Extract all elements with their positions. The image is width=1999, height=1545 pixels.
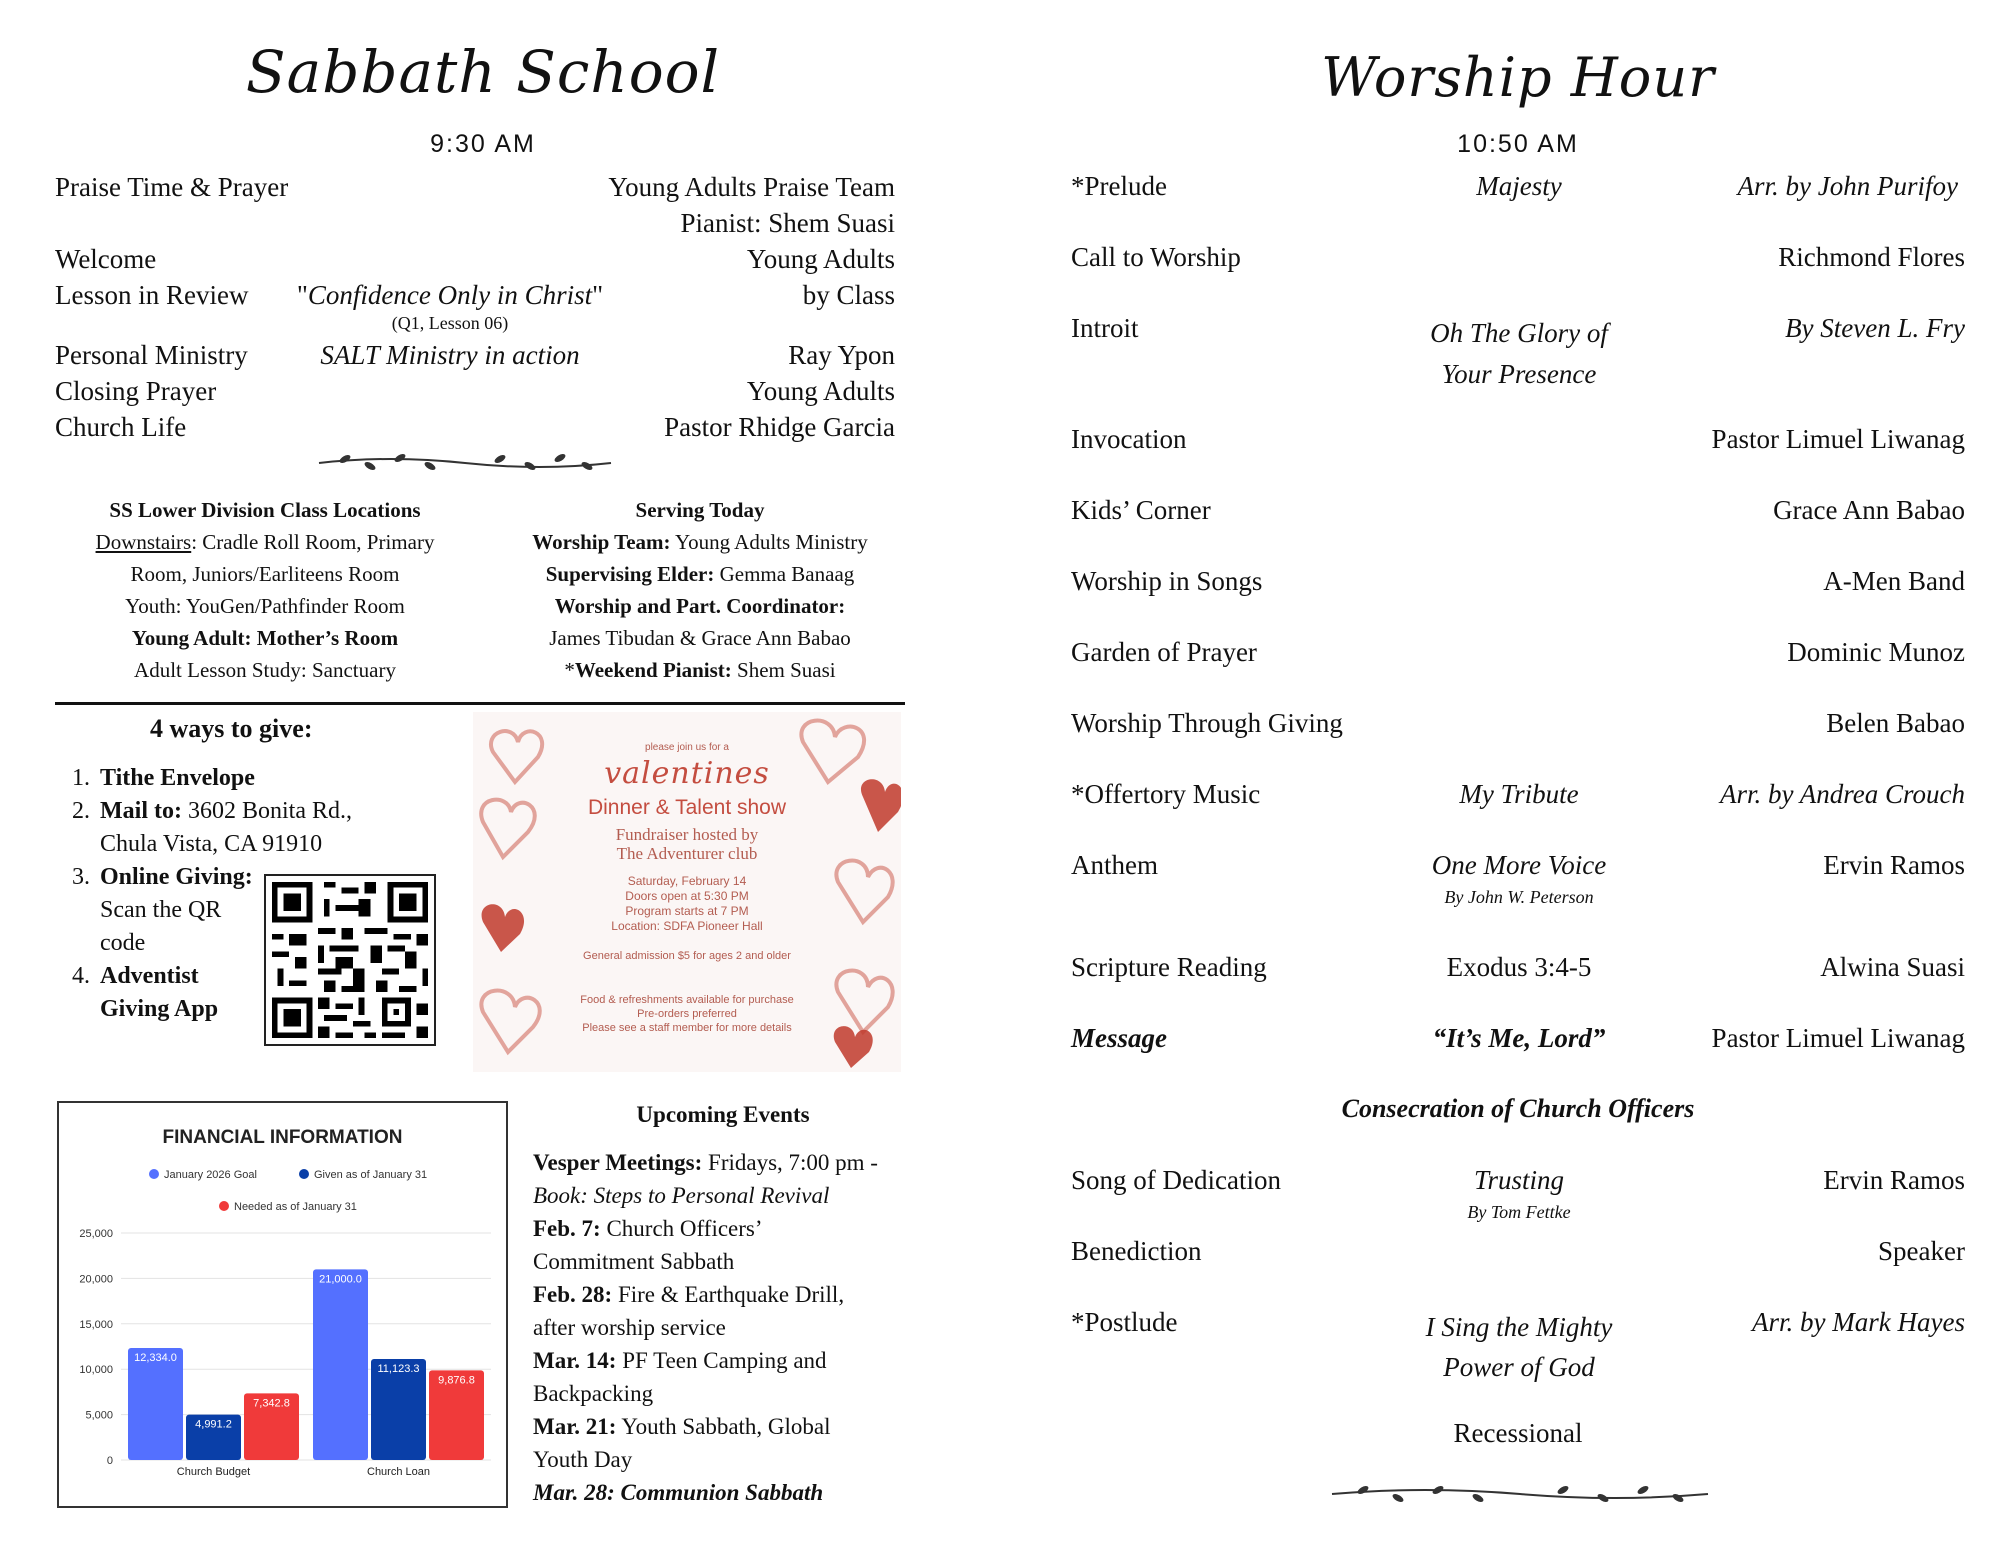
wh-dedication-leader: Ervin Ramos — [1823, 1165, 1965, 1195]
ss-row-church-life — [55, 412, 895, 448]
wh-anthem-piece: One More Voice By John W. Peterson — [1431, 850, 1607, 907]
flyer-admission: General admission $5 for ages 2 and older — [583, 950, 791, 962]
ss-lesson-number: (Q1, Lesson 06) — [391, 313, 509, 333]
bar-value-label: 11,123.3 — [377, 1363, 420, 1376]
wh-scripture-label: Scripture Reading — [1071, 952, 1267, 982]
section-divider — [55, 702, 905, 705]
serving-worship-team: Worship Team: Young Adults Ministry — [532, 530, 868, 554]
wh-invocation-label: Invocation — [1071, 424, 1187, 454]
legend-label: Given as of January 31 — [314, 1169, 428, 1181]
flyer-invite: please join us for a — [645, 742, 729, 753]
wh-scripture-passage: Exodus 3:4-5 — [1446, 952, 1592, 982]
class-locations-line4: Young Adult: Mother’s Room — [131, 626, 399, 650]
serving-pianist: *Weekend Pianist: Shem Suasi — [564, 658, 836, 682]
class-locations-downstairs: Downstairs: Cradle Roll Room, Primary — [95, 530, 435, 554]
wh-dedication-label: Song of Dedication — [1071, 1165, 1281, 1195]
flyer-food: Food & refreshments available for purchase — [580, 994, 794, 1006]
y-tick-label: 5,000 — [85, 1409, 113, 1422]
ss-row-lesson — [55, 280, 895, 316]
y-tick-label: 25,000 — [79, 1228, 113, 1240]
flyer-title: valentines — [604, 756, 770, 791]
giving-heading: 4 ways to give: — [150, 714, 313, 743]
ss-closing-label: Closing Prayer — [55, 376, 217, 406]
wh-giving-leader: Belen Babao — [1826, 708, 1965, 738]
ss-lesson-title: "Confidence Only in Christ" — [296, 280, 604, 310]
qr-code[interactable] — [264, 874, 436, 1046]
flyer-date: Saturday, February 14 — [627, 874, 747, 888]
bar — [128, 1348, 183, 1460]
wh-prelude-arranger: Arr. by John Purifoy — [1737, 171, 1958, 201]
bar-value-label: 4,991.2 — [195, 1418, 232, 1431]
y-tick-label: 20,000 — [79, 1273, 113, 1286]
class-locations-line5: Adult Lesson Study: Sanctuary — [134, 658, 396, 682]
legend-marker — [149, 1169, 159, 1179]
wh-prayer-leader: Dominic Munoz — [1787, 637, 1965, 667]
wh-anthem-composer: By John W. Peterson — [1444, 887, 1594, 907]
flyer-doors: Doors open at 5:30 PM — [625, 889, 749, 903]
ss-row-ministry — [55, 340, 895, 376]
vine-divider-left — [315, 450, 615, 474]
ss-church-life-leader: Pastor Rhidge Garcia — [664, 412, 895, 442]
wh-benediction-label: Benediction — [1071, 1236, 1202, 1266]
ss-closing-leader: Young Adults — [746, 376, 895, 406]
ss-lesson-label: Lesson in Review — [55, 280, 249, 310]
wh-message-label: Message — [1071, 1023, 1167, 1053]
class-locations-line2: Room, Juniors/Earliteens Room — [130, 562, 400, 586]
event-feb28-line2: after worship service — [533, 1315, 726, 1340]
ss-welcome-leader: Young Adults — [746, 244, 895, 274]
y-tick-label: 15,000 — [79, 1318, 113, 1331]
class-locations — [55, 494, 475, 686]
serving-coordinator: James Tibudan & Grace Ann Babao — [549, 626, 851, 650]
wh-prelude-piece: Majesty — [1476, 171, 1562, 201]
event-mar28: Mar. 28: Communion Sabbath — [533, 1480, 824, 1505]
sabbath-school-title: Sabbath School — [245, 38, 721, 106]
ss-church-life-label: Church Life — [55, 412, 187, 442]
x-category-label: Church Budget — [176, 1466, 251, 1478]
wh-introit-label: Introit — [1071, 313, 1139, 343]
ss-lesson-leader: by Class — [802, 280, 895, 310]
flyer-preorder: Pre-orders preferred — [637, 1008, 737, 1020]
wh-scripture-reader: Alwina Suasi — [1820, 952, 1965, 982]
wh-message-title: “It’s Me, Lord” — [1432, 1023, 1606, 1053]
event-vesper: Vesper Meetings: Fridays, 7:00 pm - — [533, 1150, 878, 1175]
y-tick-label: 10,000 — [79, 1364, 113, 1377]
event-feb7: Feb. 7: Church Officers’ — [533, 1216, 763, 1241]
wh-giving-label: Worship Through Giving — [1071, 708, 1343, 738]
serving-today-heading: Serving Today — [635, 498, 765, 522]
chart-title: FINANCIAL INFORMATION — [162, 1127, 403, 1148]
legend-label: Needed as of January 31 — [234, 1201, 357, 1213]
ss-row-closing — [55, 376, 895, 412]
sabbath-school-time: 9:30 AM — [430, 130, 536, 158]
events-heading: Upcoming Events — [636, 1102, 810, 1127]
wh-kids-leader: Grace Ann Babao — [1773, 495, 1965, 525]
ss-ministry-leader: Ray Ypon — [788, 340, 895, 370]
wh-consecration: Consecration of Church Officers — [1341, 1094, 1695, 1123]
wh-postlude-piece: I Sing the Mighty Power of God — [1425, 1312, 1613, 1382]
giving-item-1: 1. Tithe Envelope — [72, 765, 255, 791]
ss-row-welcome — [55, 244, 895, 280]
worship-hour-time: 10:50 AM — [1457, 130, 1579, 158]
vine-divider-right — [1328, 1482, 1712, 1506]
bar — [313, 1269, 368, 1460]
flyer-host-line2: The Adventurer club — [616, 844, 758, 863]
wh-offertory-arranger: Arr. by Andrea Crouch — [1720, 779, 1965, 809]
valentines-flyer — [473, 712, 901, 1072]
legend-marker — [219, 1201, 229, 1211]
financial-chart — [57, 1101, 508, 1508]
ss-pianist: Pianist: Shem Suasi — [680, 208, 895, 238]
wh-introit-piece: Oh The Glory of Your Presence — [1430, 318, 1608, 389]
wh-recessional: Recessional — [1453, 1418, 1583, 1448]
giving-item-4: 4. Adventist Giving App — [72, 963, 219, 1022]
wh-invocation-leader: Pastor Limuel Liwanag — [1711, 424, 1965, 454]
flyer-location: Location: SDFA Pioneer Hall — [611, 919, 763, 933]
giving-item-3: 3. Online Giving: Scan the QR code — [72, 864, 253, 956]
wh-dedication-piece: Trusting By Tom Fettke — [1467, 1165, 1571, 1222]
event-vesper-book: Book: Steps to Personal Revival — [533, 1183, 830, 1208]
ss-welcome-label: Welcome — [55, 244, 157, 274]
wh-offertory-label: *Offertory Music — [1071, 779, 1261, 809]
serving-today — [490, 494, 910, 686]
bar-value-label: 21,000.0 — [319, 1273, 362, 1286]
y-tick-label: 0 — [106, 1455, 113, 1467]
ss-row-praise — [55, 172, 895, 208]
wh-postlude-arranger: Arr. by Mark Hayes — [1752, 1307, 1965, 1337]
wh-kids-label: Kids’ Corner — [1071, 495, 1211, 525]
bar-value-label: 7,342.8 — [253, 1397, 290, 1410]
event-mar14-line2: Backpacking — [533, 1381, 654, 1406]
wh-postlude-label: *Postlude — [1071, 1307, 1178, 1337]
legend-marker — [299, 1169, 309, 1179]
bar-value-label: 9,876.8 — [438, 1374, 475, 1387]
event-feb28: Feb. 28: Fire & Earthquake Drill, — [533, 1282, 845, 1307]
worship-hour-title: Worship Hour — [1321, 46, 1715, 109]
wh-prelude-label: *Prelude — [1071, 171, 1167, 201]
wh-anthem-label: Anthem — [1071, 850, 1158, 880]
event-feb7-line2: Commitment Sabbath — [533, 1249, 735, 1274]
wh-songs-label: Worship in Songs — [1071, 566, 1263, 596]
flyer-staff: Please see a staff member for more details — [582, 1022, 792, 1034]
event-mar21-line2: Youth Day — [533, 1447, 633, 1472]
flyer-program: Program starts at 7 PM — [625, 904, 749, 918]
serving-coordinator-label: Worship and Part. Coordinator: — [554, 594, 846, 618]
wh-anthem-leader: Ervin Ramos — [1823, 850, 1965, 880]
event-mar21: Mar. 21: Youth Sabbath, Global — [533, 1414, 831, 1439]
bar-value-label: 12,334.0 — [134, 1352, 177, 1365]
x-category-label: Church Loan — [367, 1466, 430, 1478]
wh-introit-composer: By Steven L. Fry — [1785, 313, 1965, 343]
ss-ministry-topic: SALT Ministry in action — [320, 340, 580, 370]
financial-chart-svg — [59, 1103, 506, 1506]
wh-offertory-piece: My Tribute — [1459, 779, 1579, 809]
class-locations-line3: Youth: YouGen/Pathfinder Room — [125, 594, 405, 618]
wh-message-speaker: Pastor Limuel Liwanag — [1711, 1023, 1965, 1053]
wh-songs-leader: A-Men Band — [1823, 566, 1965, 596]
flyer-subtitle: Dinner & Talent show — [587, 796, 787, 819]
ss-praise-leader: Young Adults Praise Team — [608, 172, 895, 202]
event-mar14: Mar. 14: PF Teen Camping and — [533, 1348, 827, 1373]
wh-call-label: Call to Worship — [1071, 242, 1241, 272]
wh-prayer-label: Garden of Prayer — [1071, 637, 1257, 667]
wh-dedication-composer: By Tom Fettke — [1467, 1202, 1571, 1222]
flyer-host-line1: Fundraiser hosted by — [615, 825, 759, 844]
wh-call-leader: Richmond Flores — [1778, 242, 1965, 272]
wh-benediction-leader: Speaker — [1878, 1236, 1965, 1266]
ss-ministry-label: Personal Ministry — [55, 340, 248, 370]
class-locations-heading: SS Lower Division Class Locations — [109, 498, 421, 522]
serving-elder: Supervising Elder: Gemma Banaag — [545, 562, 855, 586]
giving-item-2: 2. Mail to: 3602 Bonita Rd., Chula Vista, CA 91910 — [72, 798, 352, 857]
events-list — [533, 1146, 913, 1509]
ss-praise-label: Praise Time & Prayer — [55, 172, 289, 202]
legend-label: January 2026 Goal — [164, 1169, 257, 1181]
